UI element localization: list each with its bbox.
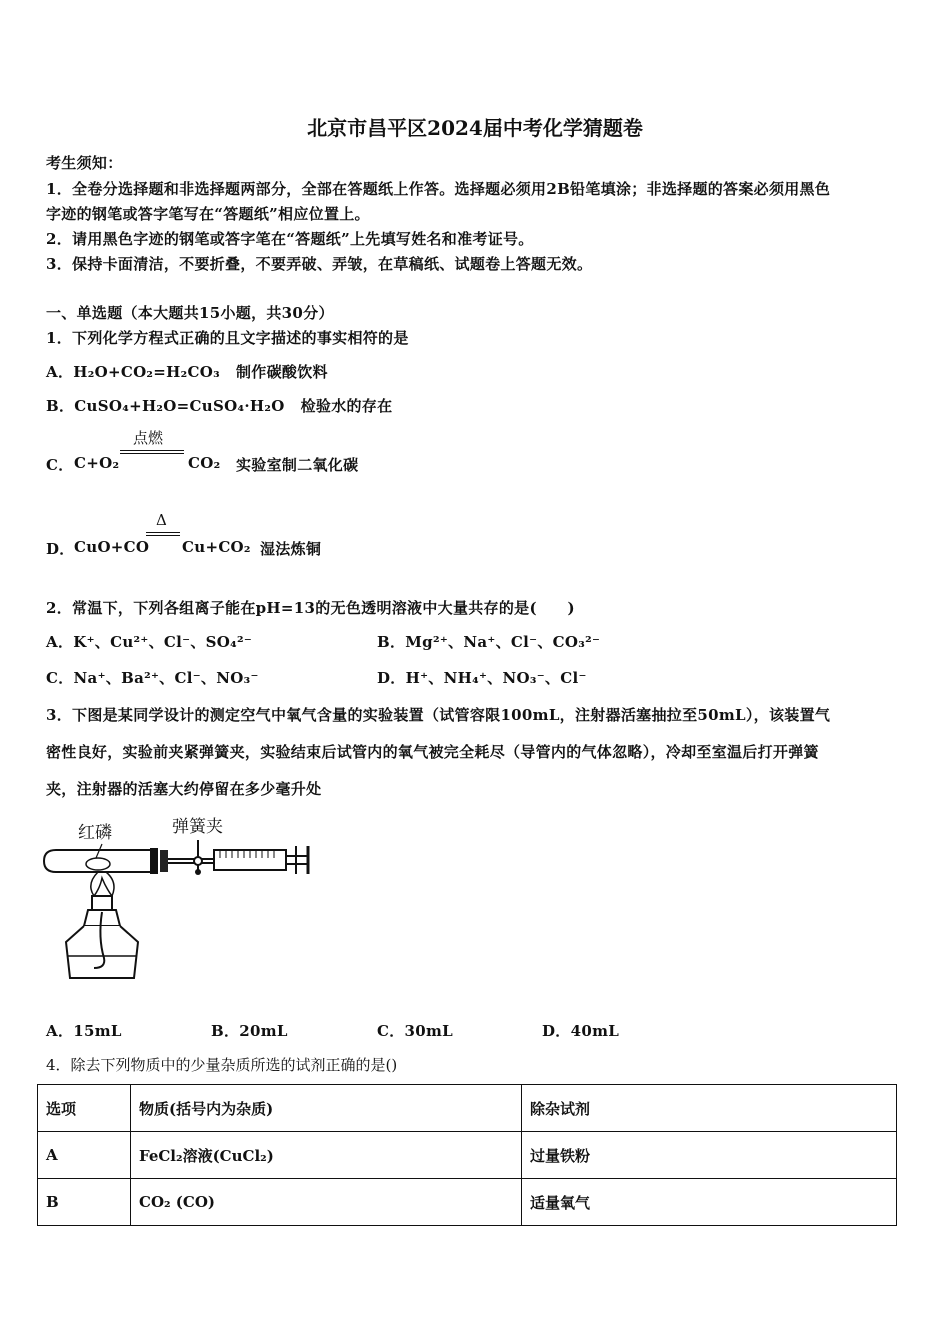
q1-option-d-products: Cu+CO₂	[182, 538, 251, 556]
notice-item: 2．请用黑色字迹的钢笔或答字笔在“答题纸”上先填写姓名和准考证号。	[46, 230, 534, 248]
q3-stem-line: 3．下图是某同学设计的测定空气中氧气含量的实验装置（试管容限100mL，注射器活塞抽拉至50mL），该装置气	[46, 706, 831, 724]
q3-stem-line: 密性良好，实验前夹紧弹簧夹，实验结束后试管内的氧气被完全耗尽（导管内的气体忽略），冷却至室温后打开弹簧	[46, 743, 819, 761]
q1-option-d-desc: 湿法炼铜	[260, 540, 322, 558]
table-header-cell: 选项	[38, 1085, 131, 1132]
q1-stem: 1．下列化学方程式正确的且文字描述的事实相符的是	[46, 329, 409, 347]
apparatus-drawing	[40, 808, 320, 998]
q2-option-c: C．Na⁺、Ba²⁺、Cl⁻、NO₃⁻	[46, 669, 259, 687]
q3-stem-line: 夹，注射器的活塞大约停留在多少毫升处	[46, 780, 322, 798]
q3-option-d: D．40mL	[542, 1022, 620, 1040]
equation: CuSO₄+H₂O=CuSO₄·H₂O	[74, 397, 285, 415]
q2-option-b: B．Mg²⁺、Na⁺、Cl⁻、CO₃²⁻	[377, 633, 601, 651]
q1-option-b	[46, 395, 392, 416]
q1-option-c-desc: 实验室制二氧化碳	[236, 456, 359, 474]
section-heading: 一、单选题（本大题共15小题，共30分）	[46, 304, 334, 322]
table-row	[38, 1179, 897, 1226]
option-label: A．	[46, 363, 74, 381]
q3-option-a: A．15mL	[46, 1022, 122, 1040]
q3-option-c: C．30mL	[377, 1022, 454, 1040]
q1-option-a	[46, 361, 328, 382]
option-label: B．	[46, 397, 75, 415]
description: 检验水的存在	[300, 397, 393, 415]
table-header-row	[38, 1085, 897, 1132]
q4-stem: 4．除去下列物质中的少量杂质所选的试剂正确的是()	[46, 1056, 398, 1074]
q1-option-c-label: C．	[46, 456, 74, 474]
q1-option-c-reactants: C+O₂	[74, 454, 120, 472]
table-cell: CO₂ (CO)	[131, 1179, 522, 1226]
table-cell: 适量氧气	[522, 1179, 897, 1226]
notice-item: 1．全卷分选择题和非选择题两部分，全部在答题纸上作答。选择题必须用2B铅笔填涂；非选择题的答案必须用黑色	[46, 180, 831, 198]
q2-option-a: A．K⁺、Cu²⁺、Cl⁻、SO₄²⁻	[46, 633, 253, 651]
notice-item: 3．保持卡面清洁，不要折叠，不要弄破、弄皱，在草稿纸、试题卷上答题无效。	[46, 255, 593, 273]
table-cell: B	[38, 1179, 131, 1226]
page-title: 北京市昌平区2024届中考化学猜题卷	[307, 116, 643, 140]
q2-option-d: D．H⁺、NH₄⁺、NO₃⁻、Cl⁻	[377, 669, 587, 687]
q2-stem: 2．常温下，下列各组离子能在pH=13的无色透明溶液中大量共存的是( )	[46, 599, 575, 617]
label-red-phosphorus: 红磷	[78, 823, 112, 843]
reaction-condition: 点燃	[133, 429, 164, 447]
q1-option-d-label: D．	[46, 540, 75, 558]
equals-sign	[120, 450, 184, 454]
equals-sign	[146, 532, 180, 536]
equation: H₂O+CO₂=H₂CO₃	[73, 363, 220, 381]
description: 制作碳酸饮料	[236, 363, 328, 381]
q1-option-d-reactants: CuO+CO	[74, 538, 150, 556]
reaction-condition: Δ	[156, 511, 167, 529]
notice-item: 字迹的钢笔或答字笔写在“答题纸”相应位置上。	[46, 205, 370, 223]
q3-option-b: B．20mL	[211, 1022, 288, 1040]
label-spring-clamp: 弹簧夹	[172, 817, 223, 837]
table-header-cell: 物质(括号内为杂质)	[131, 1085, 522, 1132]
experiment-apparatus-figure	[40, 808, 320, 998]
q4-table	[37, 1084, 897, 1226]
table-cell: 过量铁粉	[522, 1132, 897, 1179]
table-cell: FeCl₂溶液(CuCl₂)	[131, 1132, 522, 1179]
notice-heading: 考生须知：	[46, 154, 123, 172]
q1-option-c-products: CO₂	[188, 454, 221, 472]
table-header-cell: 除杂试剂	[522, 1085, 897, 1132]
table-cell: A	[38, 1132, 131, 1179]
table-row	[38, 1132, 897, 1179]
